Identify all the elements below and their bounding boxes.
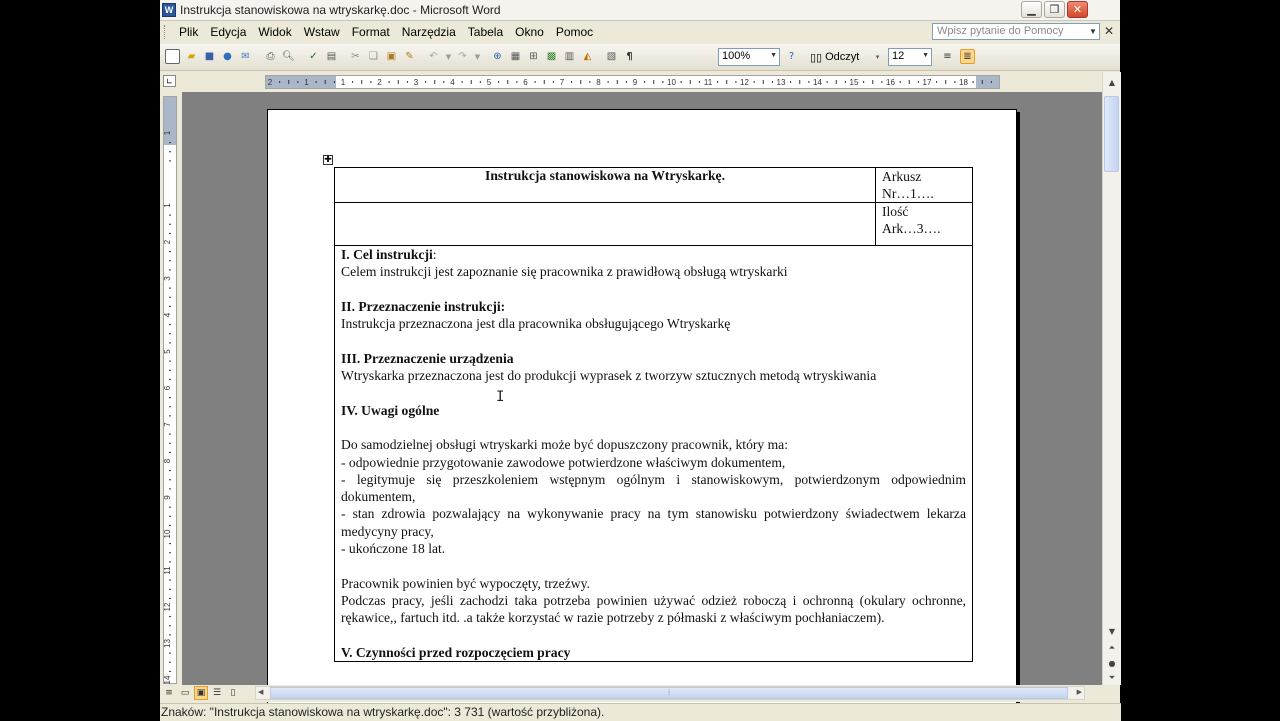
print-icon[interactable]: ⎙: [266, 51, 275, 62]
section-4-paragraph-1: Pracownik powinien być wypoczęty, trzeźwy.: [341, 575, 590, 591]
vertical-ruler-tick: [169, 333, 171, 334]
scroll-right-icon[interactable]: ▶: [1076, 689, 1082, 696]
ruler-label: 7: [559, 78, 565, 87]
title-bar: [160, 0, 1120, 21]
minimize-button[interactable]: ▁: [1021, 1, 1042, 18]
ruler-tick: [909, 80, 910, 84]
ruler-tick: [918, 81, 919, 83]
columns-icon[interactable]: ▥: [564, 51, 575, 62]
format-painter-icon[interactable]: ✎: [405, 51, 414, 62]
ruler-tick: [571, 81, 572, 83]
ruler-tick: [425, 81, 426, 83]
ruler-label: 2: [267, 78, 273, 87]
undo-icon[interactable]: ↶: [429, 51, 438, 62]
ruler-tick: [316, 81, 317, 83]
vertical-ruler-tick: [169, 406, 171, 407]
section-4-item-1: - odpowiednie przygotowanie zawodowe potwierdzone właściwym dokumentem,: [341, 454, 786, 470]
ruler-label: 4: [450, 78, 455, 87]
vertical-ruler-label: 11: [163, 566, 172, 575]
ruler-tick: [763, 80, 764, 84]
show-hide-icon[interactable]: ¶: [626, 51, 633, 62]
empty-header-cell[interactable]: [335, 203, 876, 246]
section-1-colon: :: [432, 247, 437, 262]
ruler-tick: [389, 81, 390, 83]
horizontal-scroll-row: [160, 685, 1120, 702]
ruler-label: 11: [703, 78, 713, 87]
paste-icon[interactable]: ▣: [386, 51, 397, 62]
instruction-table: [334, 167, 973, 662]
cut-icon[interactable]: ✂: [351, 51, 360, 62]
new-document-icon[interactable]: [165, 49, 180, 64]
vertical-ruler-tick: [169, 434, 171, 435]
window-title: Instrukcja stanowiskowa na wtryskarkę.doc - Microsoft Word: [180, 3, 501, 17]
ruler-tick: [462, 81, 463, 83]
vertical-ruler-tick: [169, 233, 171, 234]
count-value: Ark…3….: [882, 221, 941, 236]
section-4-item-4: - ukończone 18 lat.: [341, 541, 446, 557]
menu-edycja[interactable]: Edycja: [210, 25, 247, 39]
section-2-text: Instrukcja przeznaczona jest dla pracownika obsługującego Wtryskarkę: [341, 316, 731, 332]
zoom-select[interactable]: [718, 48, 780, 66]
insert-excel-icon[interactable]: ▩: [546, 51, 557, 62]
outline-view-icon[interactable]: ☰: [212, 688, 222, 698]
ruler-tick: [827, 81, 828, 83]
hyperlink-icon[interactable]: ⊕: [493, 51, 502, 62]
vertical-ruler-tick: [169, 324, 171, 325]
table-row: [335, 168, 973, 203]
vertical-ruler-tick: [169, 297, 171, 298]
word-app-icon[interactable]: W: [162, 3, 176, 17]
vertical-ruler-label: 5: [163, 349, 172, 354]
status-bar: [160, 703, 1121, 721]
vertical-ruler-tick: [169, 288, 171, 289]
ruler-label: 1: [304, 78, 309, 87]
section-5-title: V. Czynności przed rozpoczęciem pracy: [341, 644, 571, 660]
ruler-tick: [288, 80, 289, 84]
ruler-label: 17: [922, 78, 932, 87]
ruler-tick: [398, 80, 399, 84]
redo-dropdown-icon[interactable]: ▼: [474, 52, 481, 61]
vertical-ruler-tick: [169, 625, 171, 626]
vertical-scroll-thumb[interactable]: [1104, 96, 1119, 172]
ruler-tick: [617, 80, 618, 84]
insert-table-icon[interactable]: ⊞: [529, 51, 538, 62]
normal-view-icon[interactable]: ≡: [165, 688, 173, 698]
ruler-tick: [507, 80, 508, 84]
ruler-tick: [863, 81, 864, 83]
vertical-ruler-tick: [169, 589, 171, 590]
redo-icon[interactable]: ↷: [458, 51, 467, 62]
ruler-tick: [726, 80, 727, 84]
vertical-ruler-tick: [169, 479, 171, 480]
horizontal-ruler[interactable]: [265, 75, 1000, 89]
vertical-ruler-label: 12: [163, 602, 172, 612]
menu-format[interactable]: Format: [351, 25, 390, 39]
vertical-ruler-tick: [169, 616, 171, 617]
ruler-tick: [516, 81, 517, 83]
vertical-ruler-tick: [169, 142, 171, 143]
ruler-label: 10: [667, 78, 676, 87]
vertical-ruler-tick: [169, 580, 171, 581]
vertical-ruler-tick: [169, 488, 171, 489]
vertical-ruler-tick: [169, 397, 171, 398]
vertical-ruler-tick: [169, 370, 171, 371]
scroll-left-icon[interactable]: ◀: [258, 689, 264, 696]
section-2-title: II. Przeznaczenie instrukcji:: [341, 298, 506, 314]
ruler-label: 6: [523, 78, 528, 87]
ruler-tick: [808, 81, 809, 83]
ruler-label: 14: [813, 78, 822, 87]
align-left-icon[interactable]: ≡: [943, 51, 952, 62]
ruler-tick: [735, 81, 736, 83]
ruler-label: 18: [959, 78, 968, 87]
vertical-ruler-tick: [169, 160, 171, 161]
research-icon[interactable]: ▤: [326, 51, 337, 62]
text-cursor-icon: I: [496, 389, 505, 405]
next-page-icon[interactable]: ⏷: [1108, 673, 1116, 682]
ruler-tick: [772, 81, 773, 83]
vertical-ruler-tick: [169, 516, 171, 517]
ruler-tick: [653, 80, 654, 84]
undo-dropdown-icon[interactable]: ▼: [445, 52, 452, 61]
ruler-tick: [480, 81, 481, 83]
zoom-dropdown-icon[interactable]: ▼: [770, 52, 777, 59]
document-area: [182, 92, 1102, 685]
table-row: [335, 203, 973, 246]
vertical-ruler-tick: [169, 653, 171, 654]
web-layout-view-icon[interactable]: ▭: [180, 688, 190, 698]
font-size-value: 12: [892, 50, 905, 62]
vertical-ruler-tick: [169, 671, 171, 672]
permission-icon[interactable]: ●: [223, 51, 232, 62]
ruler-row: [160, 71, 1120, 92]
zoom-value: 100%: [722, 50, 751, 62]
vertical-ruler-tick: [169, 552, 171, 553]
vertical-ruler-label: 9: [163, 495, 172, 500]
section-4-item-3: - stan zdrowia pozwalający na wykonywanie pracy na tym stanowisku potwierdzony świadectwem lekarza medycyny pracy,: [341, 506, 966, 539]
drawing-icon[interactable]: ◭: [583, 51, 592, 62]
vertical-ruler-tick: [169, 306, 171, 307]
close-button[interactable]: ✕: [1067, 1, 1088, 18]
ruler-tick: [407, 81, 408, 83]
count-label: Ilość: [882, 204, 909, 219]
vertical-ruler-tick: [169, 507, 171, 508]
ruler-label: 15: [849, 78, 859, 87]
section-4-paragraph-2: Podczas pracy, jeśli zachodzi taka potrzeba powinien używać odzież roboczą i ochronną (okulary ochronne, rękawice,, fartuch itd. .a także korzystać w razie potrzeby z półmaski z właściwym pochłaniaczem).: [341, 592, 966, 626]
vertical-ruler-tick: [169, 662, 171, 663]
ruler-tick: [982, 80, 983, 84]
menu-grip[interactable]: [164, 25, 168, 39]
ruler-label: 8: [596, 78, 601, 87]
copy-icon[interactable]: ❏: [369, 51, 378, 62]
content-cell[interactable]: [335, 246, 973, 662]
toolbar-options-icon[interactable]: ▾: [875, 52, 880, 61]
ruler-tick: [872, 80, 873, 84]
status-text: Znaków: "Instrukcja stanowiskowa na wtryskarkę.doc": 3 731 (wartość przybliżona).: [161, 705, 605, 719]
previous-page-icon[interactable]: ⏶: [1108, 643, 1116, 652]
vertical-ruler-tick: [169, 342, 171, 343]
font-size-select[interactable]: [888, 48, 932, 66]
section-4-item-2: - legitymuje się przeszkoleniem wstępnym ogólnym i stanowiskowym, potwierdzonym odpowiednim dokumentem,: [341, 471, 966, 505]
doc-title-cell[interactable]: [335, 168, 876, 203]
help-icon[interactable]: ?: [788, 51, 795, 62]
vertical-ruler-tick: [169, 634, 171, 635]
sheet-number-cell[interactable]: [876, 168, 973, 203]
ruler-tick: [754, 81, 755, 83]
ruler-tick: [945, 80, 946, 84]
scroll-down-icon[interactable]: ▼: [1108, 626, 1116, 636]
ruler-tick: [434, 80, 435, 84]
ruler-tick: [535, 81, 536, 83]
menu-okno[interactable]: Okno: [515, 25, 544, 39]
vertical-ruler-tick: [169, 361, 171, 362]
word-window: [160, 0, 1120, 720]
vertical-ruler-tick: [169, 561, 171, 562]
ruler-ticks: [266, 76, 1001, 88]
ruler-label: 13: [776, 78, 786, 87]
section-3-text: Wtryskarka przeznaczona jest do produkcji wyprasek z tworzyw sztucznych metodą wtryskiwania: [341, 368, 877, 384]
vertical-ruler-tick: [169, 443, 171, 444]
help-dropdown-icon[interactable]: ▼: [1089, 27, 1097, 36]
vertical-ruler-label: 2: [163, 239, 172, 245]
doc-title: Instrukcja stanowiskowa na Wtryskarkę.: [485, 168, 725, 183]
print-preview-icon[interactable]: 🔍︎: [282, 51, 295, 62]
ruler-tick: [681, 81, 682, 83]
vertical-ruler-label: 13: [163, 639, 172, 648]
vertical-ruler-tick: [169, 452, 171, 453]
open-icon[interactable]: ▰: [187, 51, 196, 62]
ruler-tick: [297, 81, 298, 83]
vertical-ruler-tick: [169, 269, 171, 270]
menu-wstaw[interactable]: Wstaw: [303, 25, 340, 39]
ruler-tick: [370, 81, 371, 83]
ruler-tick: [589, 81, 590, 83]
font-size-dropdown-icon[interactable]: ▼: [922, 52, 929, 59]
table-move-handle-icon[interactable]: ✚: [324, 155, 332, 165]
vertical-ruler[interactable]: [163, 96, 177, 684]
ruler-tick: [936, 81, 937, 83]
vertical-ruler-tick: [169, 260, 171, 261]
print-layout-view-icon[interactable]: ▣: [194, 686, 208, 700]
menu-tabela[interactable]: Tabela: [467, 25, 504, 39]
document-map-icon[interactable]: ▧: [606, 51, 617, 62]
section-3-title: III. Przeznaczenie urządzenia: [341, 350, 514, 366]
email-icon[interactable]: ✉: [241, 51, 250, 62]
save-icon[interactable]: ■: [204, 51, 215, 62]
ruler-tick: [361, 80, 362, 84]
justify-icon[interactable]: ≣: [960, 49, 975, 64]
vertical-ruler-tick: [169, 224, 171, 225]
ruler-tick: [471, 80, 472, 84]
ruler-tick: [991, 81, 992, 83]
table-row: [335, 246, 973, 662]
ruler-tick: [352, 81, 353, 83]
read-button[interactable]: [810, 48, 859, 66]
help-search-input[interactable]: Wpisz pytanie do Pomocy: [932, 23, 1100, 40]
ruler-tick: [498, 81, 499, 83]
vertical-ruler-tick: [169, 151, 171, 152]
menu-pomoc[interactable]: Pomoc: [555, 25, 594, 39]
horizontal-scroll-thumb[interactable]: ⦙: [270, 687, 1068, 699]
ruler-tick: [790, 81, 791, 83]
vertical-ruler-tick: [169, 379, 171, 380]
section-1-text: Celem instrukcji jest zapoznanie się pracownika z prawidłową obsługą wtryskarki: [341, 264, 788, 280]
vertical-ruler-label: 8: [163, 458, 172, 464]
ruler-tick: [690, 80, 691, 84]
ruler-tick: [608, 81, 609, 83]
sheet-number: Nr…1….: [882, 186, 934, 201]
ruler-tick: [325, 80, 326, 84]
vertical-ruler-label: 1: [163, 130, 172, 136]
restore-button[interactable]: ❐: [1044, 1, 1065, 18]
horizontal-scrollbar[interactable]: [255, 686, 1085, 700]
vertical-ruler-label: 10: [163, 529, 172, 539]
ruler-label: 12: [740, 78, 749, 87]
section-1-title: I. Cel instrukcji: [341, 247, 433, 262]
ruler-label: 16: [886, 78, 895, 87]
ruler-tick: [845, 81, 846, 83]
reading-layout-view-icon[interactable]: ▯: [230, 688, 236, 698]
ruler-tick: [334, 81, 335, 83]
document-page[interactable]: [267, 109, 1017, 711]
sheet-label: Arkusz: [882, 169, 922, 184]
ruler-tick: [279, 81, 280, 83]
vertical-ruler-tick: [169, 598, 171, 599]
spelling-icon[interactable]: ✓: [309, 51, 318, 62]
ruler-tick: [881, 81, 882, 83]
vertical-ruler-label: 4: [163, 312, 172, 318]
scroll-up-icon[interactable]: ▲: [1108, 77, 1116, 87]
ruler-tick: [699, 81, 700, 83]
tab-selector-icon[interactable]: ∟: [163, 75, 176, 87]
menu-plik[interactable]: Plik: [179, 25, 199, 39]
read-icon: ▯▯: [810, 51, 823, 64]
vertical-ruler-label: 3: [163, 276, 172, 281]
ruler-label: 9: [632, 78, 638, 87]
vertical-ruler-label: 7: [163, 422, 172, 427]
select-browse-object-icon[interactable]: ●: [1108, 658, 1116, 668]
section-4-title: IV. Uwagi ogólne: [341, 402, 440, 418]
vertical-scrollbar[interactable]: [1102, 72, 1121, 685]
standard-toolbar: [160, 44, 1120, 71]
tables-borders-icon[interactable]: ▦: [510, 51, 521, 62]
menu-widok[interactable]: Widok: [258, 25, 292, 39]
vertical-ruler-label: 14: [163, 675, 172, 685]
ruler-tick: [644, 81, 645, 83]
ruler-tick: [973, 81, 974, 83]
vertical-ruler-tick: [169, 470, 171, 471]
menu-narzedzia[interactable]: Narzędzia: [401, 25, 456, 39]
ruler-tick: [717, 81, 718, 83]
read-label: Odczyt: [825, 51, 860, 63]
vertical-ruler-tick: [169, 543, 171, 544]
ruler-label: 3: [413, 78, 419, 87]
sheet-count-cell[interactable]: [876, 203, 973, 246]
ruler-tick: [900, 81, 901, 83]
vertical-ruler-ticks: [164, 97, 176, 683]
section-4-intro: Do samodzielnej obsługi wtryskarki może być dopuszczony pracownik, który ma:: [341, 437, 788, 453]
ruler-tick: [580, 80, 581, 84]
vertical-ruler-tick: [169, 415, 171, 416]
vertical-ruler-label: 1: [163, 203, 172, 208]
vertical-ruler-tick: [169, 525, 171, 526]
ruler-tick: [553, 81, 554, 83]
ruler-label: 5: [486, 78, 492, 87]
ruler-tick: [443, 81, 444, 83]
ruler-tick: [662, 81, 663, 83]
vertical-ruler-tick: [169, 251, 171, 252]
vertical-ruler-tick: [169, 215, 171, 216]
ruler-tick: [954, 81, 955, 83]
ruler-tick: [799, 80, 800, 84]
ruler-label: 1: [340, 78, 346, 87]
ruler-tick: [626, 81, 627, 83]
ruler-label: 2: [377, 78, 382, 87]
document-close-icon[interactable]: ✕: [1104, 24, 1115, 38]
vertical-ruler-label: 6: [163, 385, 172, 391]
ruler-tick: [544, 80, 545, 84]
ruler-tick: [836, 80, 837, 84]
